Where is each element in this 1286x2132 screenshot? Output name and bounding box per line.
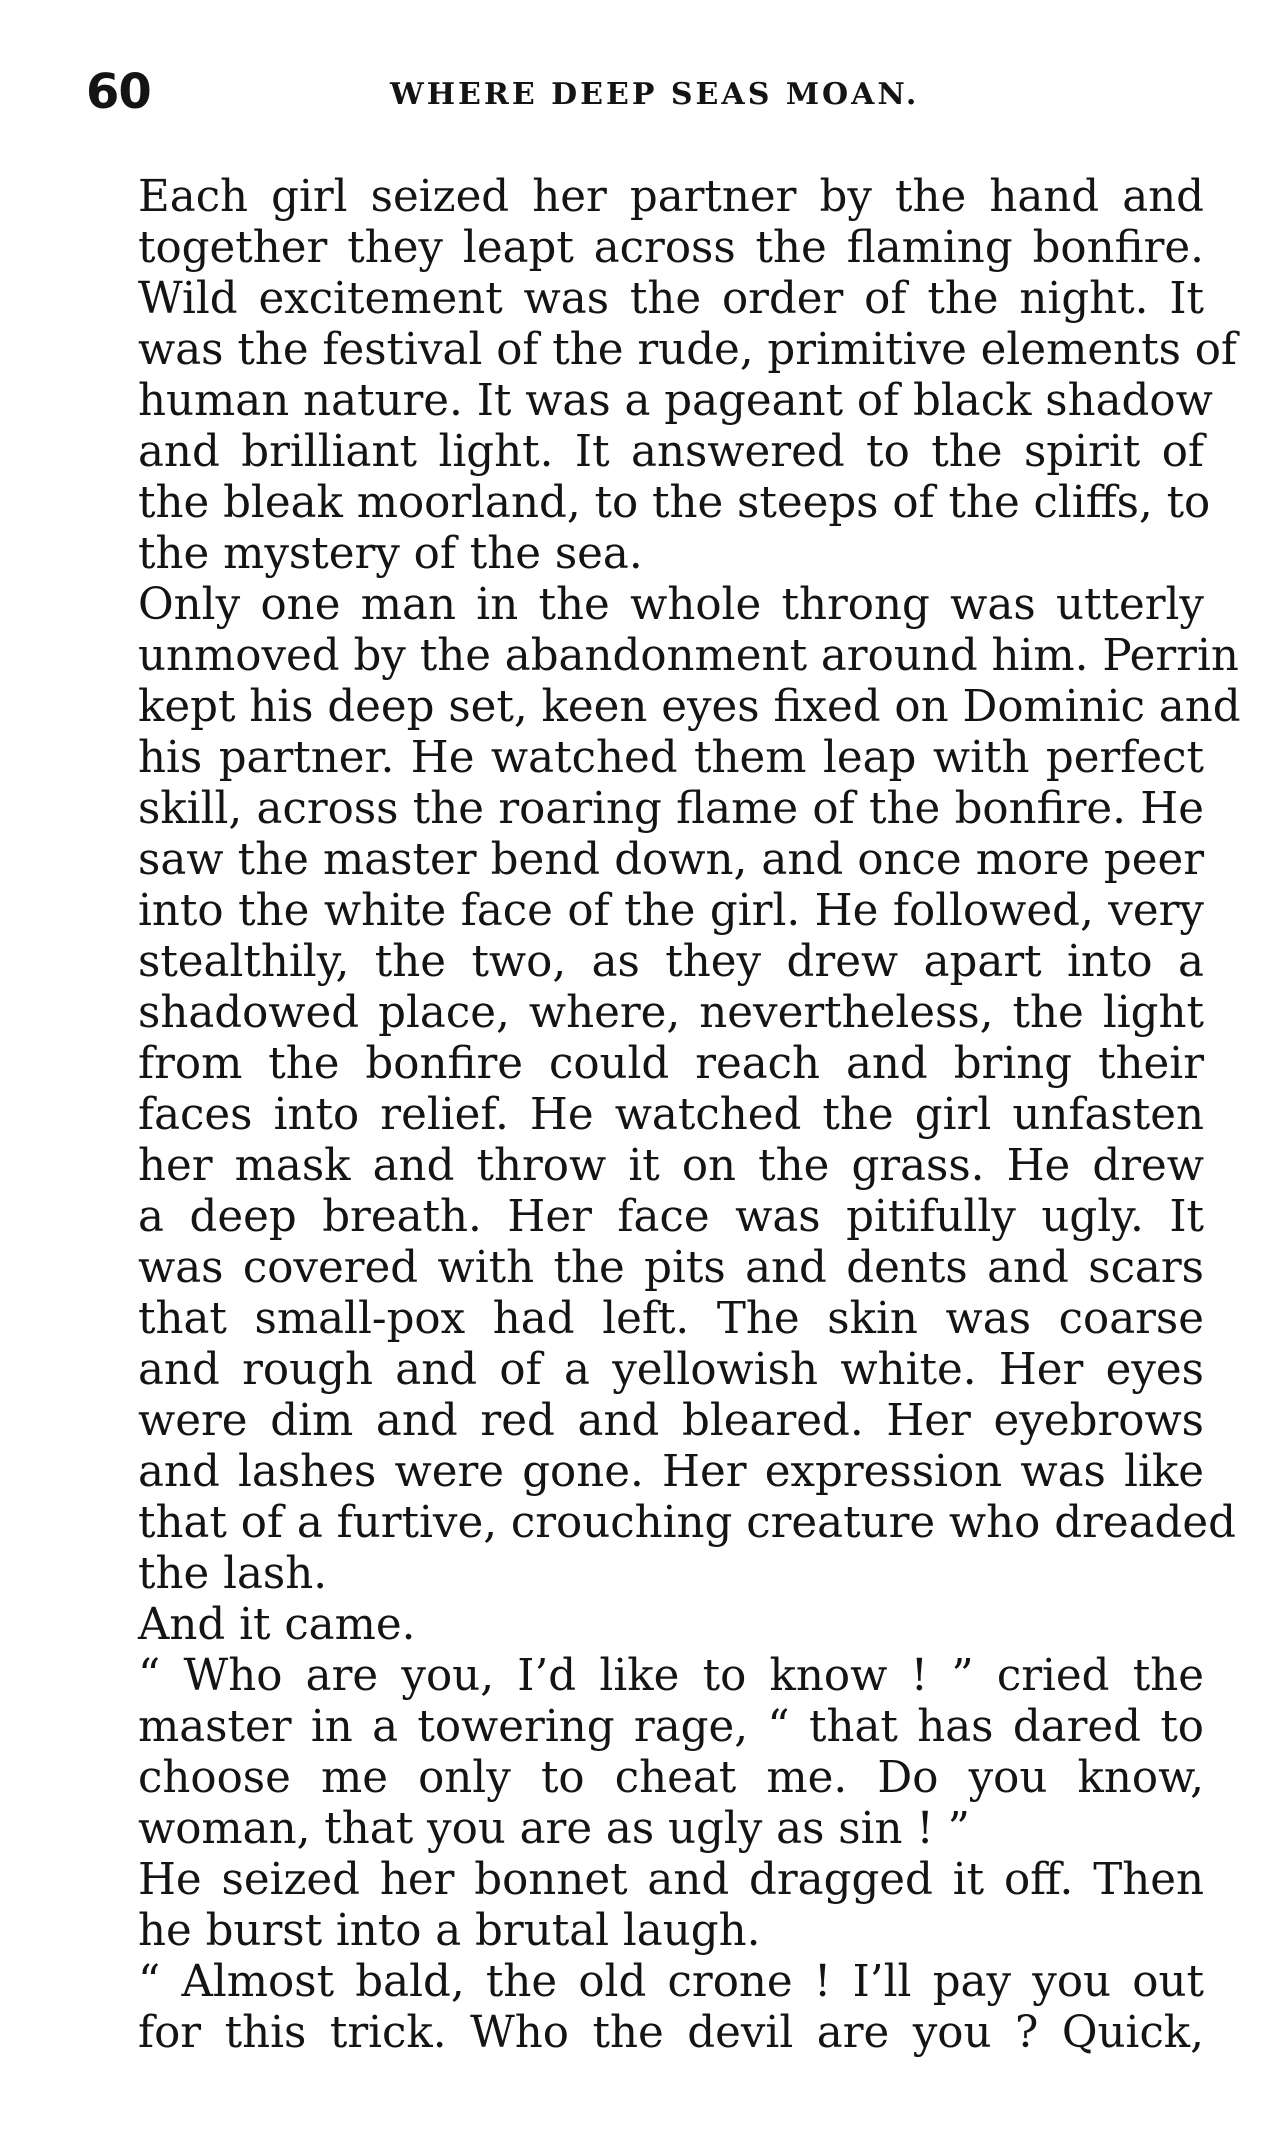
- text-line: Only one man in the whole throng was utterly: [138, 580, 1204, 630]
- text-line: her mask and throw it on the grass. He drew: [138, 1141, 1204, 1191]
- text-line: that small-pox had left. The skin was coarse: [138, 1294, 1204, 1344]
- text-line: choose me only to cheat me. Do you know,: [138, 1753, 1204, 1803]
- text-line: Each girl seized her partner by the hand and: [138, 172, 1204, 222]
- text-line: his partner. He watched them leap with perfect: [138, 733, 1204, 783]
- paragraph: [86, 172, 1238, 580]
- text-line: the mystery of the sea.: [138, 529, 643, 579]
- text-line: together they leapt across the flaming bonfire.: [138, 223, 1204, 273]
- text-line: the bleak moorland, to the steeps of the cliffs, to: [138, 478, 1211, 528]
- page-number: 60: [86, 64, 151, 120]
- text-line: kept his deep set, keen eyes fixed on Dominic and: [138, 682, 1241, 732]
- paragraph: [86, 1855, 1204, 1957]
- text-line: And it came.: [138, 1600, 416, 1650]
- text-line: shadowed place, where, nevertheless, the light: [138, 988, 1204, 1038]
- text-line: was the festival of the rude, primitive elements of: [138, 325, 1238, 375]
- text-line: that of a furtive, crouching creature who dreaded: [138, 1498, 1236, 1548]
- text-line: “ Who are you, I’d like to know ! ” cried the: [138, 1651, 1204, 1701]
- text-line: unmoved by the abandonment around him. Perrin: [138, 631, 1239, 681]
- text-line: woman, that you are as ugly as sin ! ”: [138, 1804, 970, 1854]
- text-line: and rough and of a yellowish white. Her eyes: [138, 1345, 1204, 1395]
- text-line: were dim and red and bleared. Her eyebrows: [138, 1396, 1204, 1446]
- text-line: was covered with the pits and dents and scars: [138, 1243, 1204, 1293]
- text-line: and brilliant light. It answered to the spirit of: [138, 427, 1204, 477]
- page-header: [86, 62, 1206, 132]
- text-line: Wild excitement was the order of the night. It: [138, 274, 1204, 324]
- text-line: the lash.: [138, 1549, 328, 1599]
- text-line: a deep breath. Her face was pitifully ugly. It: [138, 1192, 1204, 1242]
- text-line: and lashes were gone. Her expression was like: [138, 1447, 1204, 1497]
- text-line: master in a towering rage, “ that has dared to: [138, 1702, 1204, 1752]
- text-line: for this trick. Who the devil are you ? Quick,: [138, 2008, 1204, 2058]
- text-line: human nature. It was a pageant of black shadow: [138, 376, 1213, 426]
- text-line: into the white face of the girl. He followed, very: [138, 886, 1204, 936]
- paragraph: [86, 1651, 1204, 1855]
- body-text: [86, 172, 1241, 2059]
- paragraph: [86, 580, 1241, 1600]
- text-line: he burst into a brutal laugh.: [138, 1906, 761, 1956]
- text-line: “ Almost bald, the old crone ! I’ll pay you out: [138, 1957, 1204, 2007]
- running-title: WHERE DEEP SEAS MOAN.: [390, 77, 920, 112]
- paragraph: [86, 1600, 1204, 1651]
- text-line: skill, across the roaring flame of the bonfire. He: [138, 784, 1204, 834]
- text-line: from the bonfire could reach and bring their: [138, 1039, 1204, 1089]
- text-line: faces into relief. He watched the girl unfasten: [138, 1090, 1204, 1140]
- text-line: stealthily, the two, as they drew apart into a: [138, 937, 1204, 987]
- paragraph: [86, 1957, 1204, 2059]
- text-line: He seized her bonnet and dragged it off. Then: [138, 1855, 1204, 1905]
- text-line: saw the master bend down, and once more peer: [138, 835, 1204, 885]
